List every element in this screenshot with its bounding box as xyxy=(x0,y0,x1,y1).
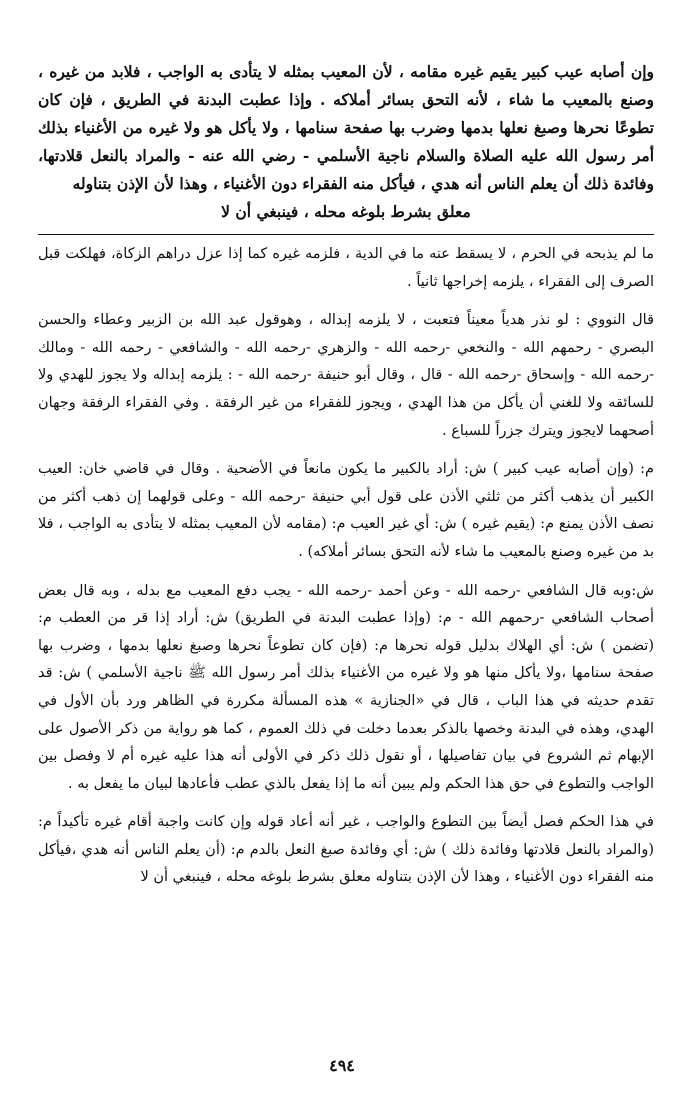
matn-paragraph: وإن أصابه عيب كبير يقيم غيره مقامه ، لأن المعيب بمثله لا يتأدى به الواجب ، فلابد من غيره ، وصنع بالمعيب ما شاء ، لأنه التحق بسائر أملاكه . وإذا عطبت البدنة في الطريق ، فإن كان تطوعًا نحرها وصبغ نعلها بدمها وضرب بها صفحة سنامها ، ولا يأكل هو ولا غيره من الأغنياء بذلك أمر رسول الله عليه الصلاة والسلام ناجية الأسلمي - رضي الله عنه - والمراد بالنعل قلادتها، وفائدة ذلك أن يعلم الناس أنه هدي ، فيأكل منه الفقراء دون الأغنياء ، وهذا لأن الإذن بتناوله xyxy=(38,62,654,193)
commentary-paragraph-1: ما لم يذبحه في الحرم ، لا يسقط عنه ما في الدية ، فلزمه غيره كما إذا عزل دراهم الزكاة، فهلكت قبل الصرف إلى الفقراء ، يلزمه إخراجها ثانياً . xyxy=(38,246,654,290)
page-number: ٤٩٤ xyxy=(329,1056,355,1075)
commentary-paragraph-2: قال النووي : لو نذر هدياً معيناً فتعبت ، لا يلزمه إبداله ، وهوقول عبد الله بن الزبير وعطاء والحسن البصري - رحمهم الله - والنخعي -رحمه الله - والزهري -رحمه الله - والشافعي - رحمه الله - ومالك -رحمه الله - وإسحاق -رحمه الله - قال ، وقال أبو حنيفة -رحمه الله - : يلزمه إبداله ولا يجوز للهدي ولا للسائقه ولا للغني أن يأكل من هذا الهدي ، ويجوز للفقراء من غير الرفقة . وفي الفقراء الرفقة وجهان أصحهما لايجوز ويترك جزراً للسباع . xyxy=(38,312,654,439)
matn-text-block xyxy=(38,58,654,226)
matn-last-line: معلق بشرط بلوغه محله ، فينبغي أن لا xyxy=(221,202,471,221)
book-page xyxy=(38,58,654,892)
commentary-paragraph-5: في هذا الحكم فصل أيضاً بين التطوع والواجب ، غير أنه أعاد قوله وإن كانت واجبة أقام غيره تأكيداً م: (والمراد بالنعل قلادتها وفائدة ذلك ) ش: أي وفائدة صبغ النعل بالدم م: (أن يعلم الناس أنه هدي ،فيأكل منه الفقراء دون الأغنياء ، وهذا لأن الإذن بتناوله معلق بشرط بلوغه محله ، فينبغي أن لا xyxy=(38,814,654,886)
commentary-paragraph-4: ش:وبه قال الشافعي -رحمه الله - وعن أحمد -رحمه الله - يجب دفع المعيب مع بدله ، وبه قال بعض أصحاب الشافعي -رحمهم الله - م: (وإذا عطبت البدنة في الطريق) ش: أراد إذا قر من العطب م: (تضمن ) ش: أي الهلاك بدليل قوله نحرها م: (فإن كان تطوعاً نحرها وصبغ نعلها بدمها ، وضرب بها صفحة سنامها ،ولا يأكل منها هو ولا غيره من الأغنياء بذلك أمر رسول الله ﷺ ناجية الأسلمي ) ش: قد تقدم حديثه في هذا الباب ، قال في «الجنازية » هذه المسألة مكررة في الظاهر ورد بأن الأول في الهدي، وهذه في البدنة وخصها بالذكر بعدما دخلت في ذلك العموم ، كما هو رواية من ذكر الأصول على الإبهام ثم الشروع في بيان تفاصيلها ، أو نقول ذلك ذكر في الأولى أنه هذا عليه غيره أم لا وفصل بين الواجب والتطوع في حق هذا الحكم ولم يبين أنه ما إذا يفعل بالذي عطب فأعادها لبيان ما يفعل به . xyxy=(38,582,654,792)
commentary-paragraph-3: م: (وإن أصابه عيب كبير ) ش: أراد بالكبير ما يكون مانعاً في الأضحية . وقال في قاضي خان: العيب الكبير أن يذهب أكثر من ثلثي الأذن على قول أبي حنيفة -رحمه الله - وعلى قولهما إن ذهب أكثر من نصف الأذن يمنع م: (يقيم غيره ) ش: أي غير العيب م: (مقامه لأن المعيب بمثله لا يتأدى به الواجب ، فلا بد من غيره وصنع بالمعيب ما شاء لأنه التحق بسائر أملاكه) . xyxy=(38,461,654,560)
separator-rule xyxy=(38,234,654,235)
commentary-block xyxy=(38,241,654,892)
